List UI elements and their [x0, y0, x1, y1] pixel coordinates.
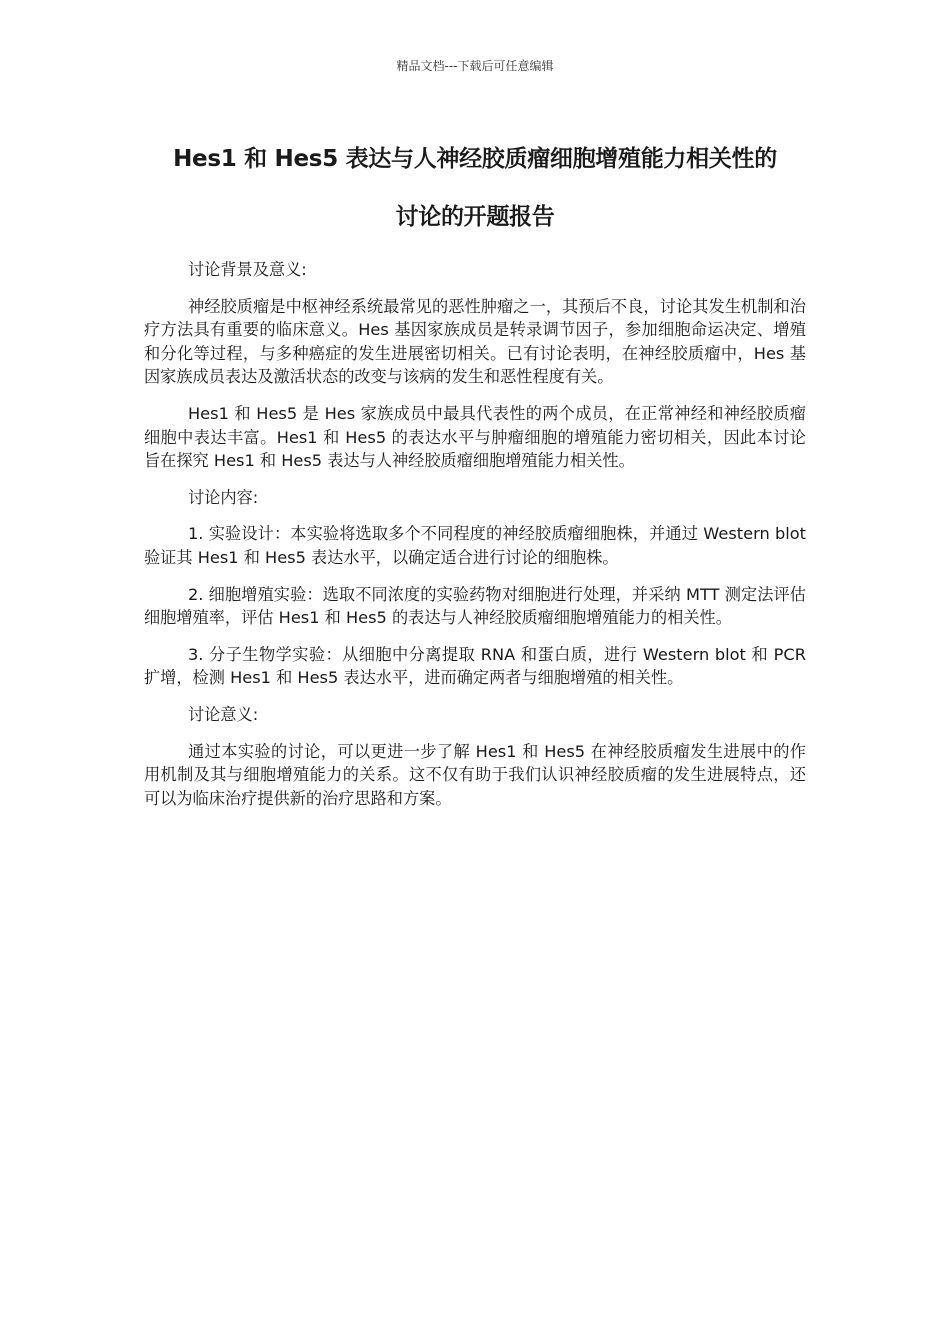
- content-item-1: 1. 实验设计：本实验将选取多个不同程度的神经胶质瘤细胞株，并通过 Western blot 验证其 Hes1 和 Hes5 表达水平，以确定适合进行讨论的细胞株。: [144, 524, 806, 567]
- content-item-2: 2. 细胞增殖实验：选取不同浓度的实验药物对细胞进行处理，并采纳 MTT 测定法评估细胞增殖率，评估 Hes1 和 Hes5 的表达与人神经胶质瘤细胞增殖能力的相关性。: [144, 584, 806, 628]
- title-line-1: Hes1 和 Hes5 表达与人神经胶质瘤细胞增殖能力相关性的: [173, 146, 777, 172]
- significance-paragraph: 通过本实验的讨论，可以更进一步了解 Hes1 和 Hes5 在神经胶质瘤发生进展中的作用机制及其与细胞增殖能力的关系。这不仅有助于我们认识神经胶质瘤的发生进展特点，还可以为临床治疗提供新的治疗思路和方案。: [144, 741, 806, 808]
- background-paragraph-1: 神经胶质瘤是中枢神经系统最常见的恶性肿瘤之一，其预后不良，讨论其发生机制和治疗方法具有重要的临床意义。Hes 基因家族成员是转录调节因子，参加细胞命运决定、增殖和分化等过程，与多种癌症的发生进展密切相关。已有讨论表明，在神经胶质瘤中，Hes 基因家族成员表达及激活状态的改变与该病的发生和恶性程度有关。: [144, 296, 806, 387]
- document-body: [144, 258, 806, 823]
- document-title: [120, 130, 830, 246]
- significance-heading: 讨论意义:: [188, 704, 259, 724]
- content-heading: 讨论内容:: [188, 487, 259, 507]
- title-line-2: 讨论的开题报告: [395, 204, 555, 230]
- background-paragraph-2: Hes1 和 Hes5 是 Hes 家族成员中最具代表性的两个成员，在正常神经和神经胶质瘤细胞中表达丰富。Hes1 和 Hes5 的表达水平与肿瘤细胞的增殖能力密切相关，因此本讨论旨在探究 Hes1 和 Hes5 表达与人神经胶质瘤细胞增殖能力相关性。: [144, 403, 806, 471]
- background-heading: 讨论背景及意义:: [188, 260, 307, 279]
- header-note: 精品文档---下载后可任意编辑: [396, 59, 554, 73]
- content-item-3: 3. 分子生物学实验：从细胞中分离提取 RNA 和蛋白质，进行 Western blot 和 PCR 扩增，检测 Hes1 和 Hes5 表达水平，进而确定两者与细胞增殖的相关性。: [144, 644, 806, 688]
